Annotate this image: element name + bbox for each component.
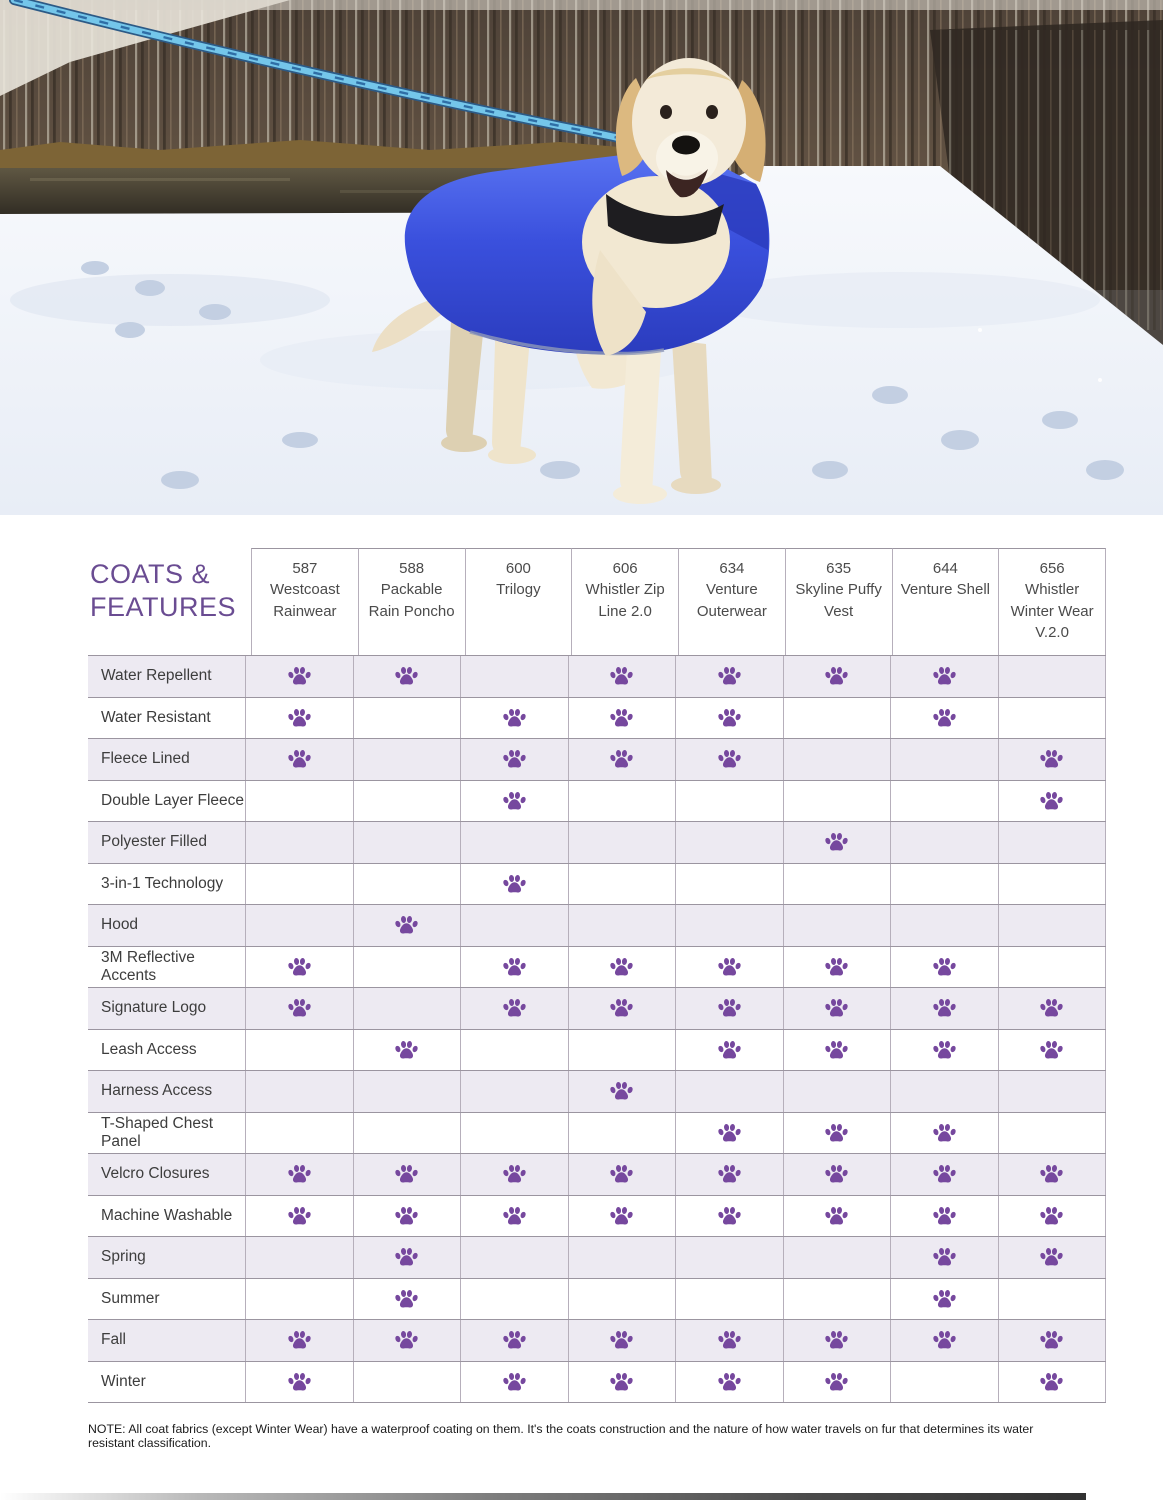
paw-icon — [394, 1205, 419, 1227]
feature-cell — [890, 1030, 998, 1071]
feature-cell — [783, 1030, 891, 1071]
feature-cell — [675, 1196, 783, 1237]
feature-cell — [245, 698, 353, 739]
product-header — [571, 548, 678, 655]
feature-cell — [245, 905, 353, 946]
feature-cell — [890, 656, 998, 697]
feature-cell — [675, 905, 783, 946]
feature-cell — [353, 1237, 461, 1278]
paw-icon — [932, 1246, 957, 1268]
feature-cell — [568, 947, 676, 988]
paw-icon — [287, 1329, 312, 1351]
feature-cell — [783, 947, 891, 988]
feature-cell — [353, 864, 461, 905]
paw-icon — [824, 1122, 849, 1144]
paw-icon — [824, 956, 849, 978]
feature-label: Water Repellent — [101, 667, 212, 685]
feature-cell — [675, 1071, 783, 1112]
feature-cell — [890, 947, 998, 988]
feature-cell — [568, 1113, 676, 1154]
feature-row — [88, 1112, 1106, 1154]
feature-cell — [890, 1320, 998, 1361]
paw-icon — [502, 707, 527, 729]
feature-cell — [245, 988, 353, 1029]
feature-row — [88, 946, 1106, 988]
feature-cell — [998, 988, 1107, 1029]
product-code: 635 — [826, 560, 852, 577]
feature-cell — [890, 698, 998, 739]
feature-cell — [675, 1279, 783, 1320]
product-header — [785, 548, 892, 655]
feature-cell — [890, 1154, 998, 1195]
paw-icon — [824, 1329, 849, 1351]
feature-row — [88, 655, 1106, 697]
feature-cell — [245, 1071, 353, 1112]
feature-row — [88, 1319, 1106, 1361]
feature-cell — [245, 822, 353, 863]
feature-cell — [998, 1196, 1107, 1237]
feature-cell — [353, 739, 461, 780]
paw-icon — [502, 748, 527, 770]
feature-row — [88, 1195, 1106, 1237]
paw-icon — [287, 1163, 312, 1185]
product-code: 588 — [399, 560, 425, 577]
feature-row — [88, 1236, 1106, 1278]
feature-cell — [783, 1113, 891, 1154]
table-body — [88, 655, 1106, 1403]
feature-cell — [460, 1071, 568, 1112]
product-header — [892, 548, 999, 655]
feature-cell — [460, 822, 568, 863]
feature-cell — [675, 1154, 783, 1195]
feature-cell — [568, 1279, 676, 1320]
feature-cell — [353, 822, 461, 863]
feature-cell — [353, 1320, 461, 1361]
paw-icon — [824, 665, 849, 687]
feature-cell — [245, 1320, 353, 1361]
feature-cell — [245, 781, 353, 822]
feature-cell — [675, 947, 783, 988]
feature-cell — [568, 739, 676, 780]
feature-cell — [675, 698, 783, 739]
feature-cell — [675, 864, 783, 905]
feature-cell — [890, 864, 998, 905]
feature-cell — [568, 1362, 676, 1403]
paw-icon — [932, 665, 957, 687]
paw-icon — [609, 748, 634, 770]
paw-icon — [287, 665, 312, 687]
feature-cell — [245, 1279, 353, 1320]
feature-cell — [675, 1030, 783, 1071]
paw-icon — [824, 1371, 849, 1393]
paw-icon — [394, 1039, 419, 1061]
feature-cell — [783, 1196, 891, 1237]
product-header — [678, 548, 785, 655]
paw-icon — [1039, 1371, 1064, 1393]
product-code: 634 — [719, 560, 745, 577]
paw-icon — [1039, 997, 1064, 1019]
paw-icon — [717, 1122, 742, 1144]
feature-cell — [353, 1071, 461, 1112]
feature-cell — [783, 1237, 891, 1278]
paw-icon — [824, 831, 849, 853]
feature-row — [88, 904, 1106, 946]
feature-cell — [675, 781, 783, 822]
feature-row — [88, 780, 1106, 822]
paw-icon — [717, 1329, 742, 1351]
feature-cell — [890, 988, 998, 1029]
hero-photo — [0, 0, 1163, 515]
feature-cell — [568, 822, 676, 863]
feature-cell — [675, 1320, 783, 1361]
scan-artifact-bar — [0, 1493, 1086, 1500]
paw-icon — [824, 1163, 849, 1185]
feature-cell — [783, 988, 891, 1029]
feature-cell — [460, 1113, 568, 1154]
feature-cell — [783, 781, 891, 822]
feature-cell — [460, 905, 568, 946]
feature-cell — [353, 1030, 461, 1071]
paw-icon — [394, 1163, 419, 1185]
paw-icon — [394, 1329, 419, 1351]
features-table — [88, 548, 1106, 1403]
feature-cell — [998, 1071, 1107, 1112]
feature-cell — [998, 905, 1107, 946]
feature-cell — [998, 1030, 1107, 1071]
feature-cell — [675, 988, 783, 1029]
feature-cell — [353, 1279, 461, 1320]
feature-cell — [568, 1030, 676, 1071]
feature-cell — [783, 1362, 891, 1403]
paw-icon — [609, 1329, 634, 1351]
feature-cell — [783, 1154, 891, 1195]
feature-cell — [890, 1071, 998, 1112]
table-title-line1: COATS & — [90, 559, 211, 589]
product-name: Skyline Puffy Vest — [795, 581, 882, 620]
feature-cell — [783, 864, 891, 905]
product-code: 600 — [505, 560, 531, 577]
paw-icon — [1039, 1163, 1064, 1185]
feature-cell — [998, 1113, 1107, 1154]
feature-cell — [568, 988, 676, 1029]
feature-cell — [568, 1071, 676, 1112]
paw-icon — [1039, 1205, 1064, 1227]
paw-icon — [287, 997, 312, 1019]
product-header — [998, 548, 1106, 655]
feature-cell — [998, 1362, 1107, 1403]
feature-cell — [998, 1237, 1107, 1278]
dog-eye-left — [660, 105, 672, 119]
product-code: 656 — [1039, 560, 1065, 577]
feature-cell — [783, 698, 891, 739]
feature-cell — [890, 781, 998, 822]
feature-cell — [890, 1237, 998, 1278]
feature-cell — [460, 1196, 568, 1237]
feature-label: Double Layer Fleece — [101, 791, 245, 809]
feature-cell — [460, 739, 568, 780]
product-name: Trilogy — [496, 581, 541, 599]
feature-cell — [998, 1154, 1107, 1195]
product-name: Westcoast Rainwear — [270, 581, 340, 620]
feature-label: T-Shaped Chest Panel — [101, 1114, 214, 1150]
paw-icon — [287, 956, 312, 978]
feature-label: Velcro Closures — [101, 1165, 210, 1183]
feature-cell — [353, 1113, 461, 1154]
paw-icon — [609, 1205, 634, 1227]
feature-cell — [998, 656, 1107, 697]
paw-icon — [1039, 1246, 1064, 1268]
feature-label: Fall — [101, 1331, 126, 1349]
feature-cell — [353, 1362, 461, 1403]
product-header — [465, 548, 572, 655]
feature-cell — [245, 656, 353, 697]
feature-cell — [245, 1154, 353, 1195]
paw-icon — [1039, 1039, 1064, 1061]
feature-cell — [460, 947, 568, 988]
paw-icon — [502, 1163, 527, 1185]
feature-label: Summer — [101, 1289, 160, 1307]
paw-icon — [932, 1039, 957, 1061]
feature-cell — [353, 905, 461, 946]
feature-cell — [890, 1279, 998, 1320]
paw-icon — [502, 997, 527, 1019]
feature-cell — [245, 947, 353, 988]
feature-cell — [998, 781, 1107, 822]
feature-row — [88, 821, 1106, 863]
feature-cell — [460, 698, 568, 739]
paw-icon — [717, 748, 742, 770]
paw-icon — [609, 707, 634, 729]
feature-cell — [245, 1362, 353, 1403]
product-code: 606 — [612, 560, 638, 577]
paw-icon — [1039, 790, 1064, 812]
paw-icon — [932, 997, 957, 1019]
product-header — [358, 548, 465, 655]
feature-cell — [675, 739, 783, 780]
feature-cell — [245, 1237, 353, 1278]
product-header — [251, 548, 358, 655]
paw-icon — [932, 1122, 957, 1144]
feature-row — [88, 1070, 1106, 1112]
paw-icon — [932, 1288, 957, 1310]
feature-cell — [675, 656, 783, 697]
feature-cell — [353, 656, 461, 697]
dog-eye-right — [706, 105, 718, 119]
feature-label: Leash Access — [101, 1040, 197, 1058]
feature-cell — [460, 1279, 568, 1320]
paw-icon — [824, 1205, 849, 1227]
paw-icon — [502, 1371, 527, 1393]
feature-label: Winter — [101, 1372, 146, 1390]
feature-cell — [998, 822, 1107, 863]
feature-row — [88, 697, 1106, 739]
feature-cell — [998, 864, 1107, 905]
product-name: Whistler Winter Wear V.2.0 — [1010, 581, 1094, 641]
paw-icon — [394, 1288, 419, 1310]
feature-label: Fleece Lined — [101, 750, 190, 768]
paw-icon — [932, 1329, 957, 1351]
feature-cell — [353, 947, 461, 988]
paw-icon — [394, 914, 419, 936]
paw-icon — [287, 1205, 312, 1227]
paw-icon — [717, 997, 742, 1019]
paw-icon — [609, 1080, 634, 1102]
paw-icon — [824, 1039, 849, 1061]
feature-cell — [568, 1320, 676, 1361]
feature-cell — [890, 822, 998, 863]
paw-icon — [609, 1371, 634, 1393]
paw-icon — [717, 1163, 742, 1185]
feature-row — [88, 987, 1106, 1029]
paw-icon — [394, 665, 419, 687]
product-name: Venture Outerwear — [696, 581, 767, 620]
feature-cell — [890, 1196, 998, 1237]
feature-cell — [890, 1362, 998, 1403]
feature-cell — [675, 1237, 783, 1278]
paw-icon — [932, 707, 957, 729]
paw-icon — [717, 1039, 742, 1061]
footnote: NOTE: All coat fabrics (except Winter Wear) have a waterproof coating on them. It's the coats construction and the nature of how water travels on fur that determines its water resistant classification. — [88, 1422, 1034, 1450]
feature-cell — [460, 1237, 568, 1278]
feature-cell — [568, 864, 676, 905]
product-name: Venture Shell — [900, 581, 990, 599]
feature-cell — [783, 1071, 891, 1112]
feature-cell — [675, 1362, 783, 1403]
paw-icon — [932, 1205, 957, 1227]
feature-label: Polyester Filled — [101, 833, 207, 851]
feature-cell — [460, 781, 568, 822]
feature-cell — [568, 698, 676, 739]
table-header-row — [88, 548, 1106, 655]
product-code: 644 — [932, 560, 958, 577]
feature-cell — [890, 1113, 998, 1154]
product-name: Packable Rain Poncho — [368, 581, 455, 620]
feature-cell — [998, 947, 1107, 988]
paw-icon — [502, 1205, 527, 1227]
feature-cell — [245, 864, 353, 905]
paw-icon — [287, 707, 312, 729]
feature-cell — [783, 1320, 891, 1361]
paw-icon — [717, 956, 742, 978]
feature-label: Machine Washable — [101, 1206, 233, 1224]
feature-cell — [460, 1030, 568, 1071]
feature-row — [88, 1361, 1106, 1404]
paw-icon — [609, 665, 634, 687]
feature-cell — [675, 1113, 783, 1154]
feature-cell — [890, 905, 998, 946]
feature-label: Hood — [101, 916, 139, 934]
feature-cell — [353, 988, 461, 1029]
feature-cell — [460, 864, 568, 905]
paw-icon — [609, 1163, 634, 1185]
paw-icon — [1039, 1329, 1064, 1351]
paw-icon — [932, 1163, 957, 1185]
feature-label: 3-in-1 Technology — [101, 874, 224, 892]
paw-icon — [824, 997, 849, 1019]
paw-icon — [502, 956, 527, 978]
feature-label: Harness Access — [101, 1082, 213, 1100]
paw-icon — [717, 1371, 742, 1393]
feature-row — [88, 738, 1106, 780]
feature-row — [88, 1278, 1106, 1320]
feature-cell — [998, 1320, 1107, 1361]
feature-cell — [998, 698, 1107, 739]
product-code: 587 — [292, 560, 318, 577]
feature-cell — [353, 1196, 461, 1237]
feature-cell — [783, 1279, 891, 1320]
feature-row — [88, 1153, 1106, 1195]
feature-cell — [783, 822, 891, 863]
feature-cell — [245, 739, 353, 780]
feature-cell — [783, 905, 891, 946]
dog-nose — [672, 136, 700, 155]
paw-icon — [717, 1205, 742, 1227]
feature-cell — [353, 698, 461, 739]
paw-icon — [287, 748, 312, 770]
paw-icon — [609, 956, 634, 978]
feature-cell — [460, 1154, 568, 1195]
feature-cell — [245, 1113, 353, 1154]
feature-cell — [568, 905, 676, 946]
feature-cell — [568, 781, 676, 822]
feature-cell — [568, 656, 676, 697]
feature-cell — [998, 1279, 1107, 1320]
paw-icon — [287, 1371, 312, 1393]
table-title — [88, 548, 251, 655]
feature-cell — [245, 1030, 353, 1071]
feature-cell — [568, 1237, 676, 1278]
feature-cell — [245, 1196, 353, 1237]
paw-icon — [394, 1246, 419, 1268]
feature-cell — [998, 739, 1107, 780]
paw-icon — [1039, 748, 1064, 770]
feature-row — [88, 863, 1106, 905]
paw-icon — [717, 665, 742, 687]
feature-cell — [353, 1154, 461, 1195]
feature-label: Signature Logo — [101, 999, 207, 1017]
feature-cell — [783, 656, 891, 697]
feature-label: Spring — [101, 1248, 146, 1266]
feature-cell — [460, 1362, 568, 1403]
feature-label: Water Resistant — [101, 708, 211, 726]
feature-cell — [460, 1320, 568, 1361]
paw-icon — [502, 873, 527, 895]
product-name: Whistler Zip Line 2.0 — [585, 581, 665, 620]
table-title-line2: FEATURES — [90, 591, 237, 622]
feature-cell — [460, 656, 568, 697]
feature-cell — [890, 739, 998, 780]
feature-cell — [353, 781, 461, 822]
feature-cell — [675, 822, 783, 863]
paw-icon — [609, 997, 634, 1019]
feature-cell — [568, 1154, 676, 1195]
paw-icon — [717, 707, 742, 729]
feature-row — [88, 1029, 1106, 1071]
feature-cell — [568, 1196, 676, 1237]
feature-label: 3M Reflective Accents — [101, 948, 195, 984]
paw-icon — [932, 956, 957, 978]
feature-cell — [783, 739, 891, 780]
paw-icon — [502, 790, 527, 812]
paw-icon — [502, 1329, 527, 1351]
feature-cell — [460, 988, 568, 1029]
